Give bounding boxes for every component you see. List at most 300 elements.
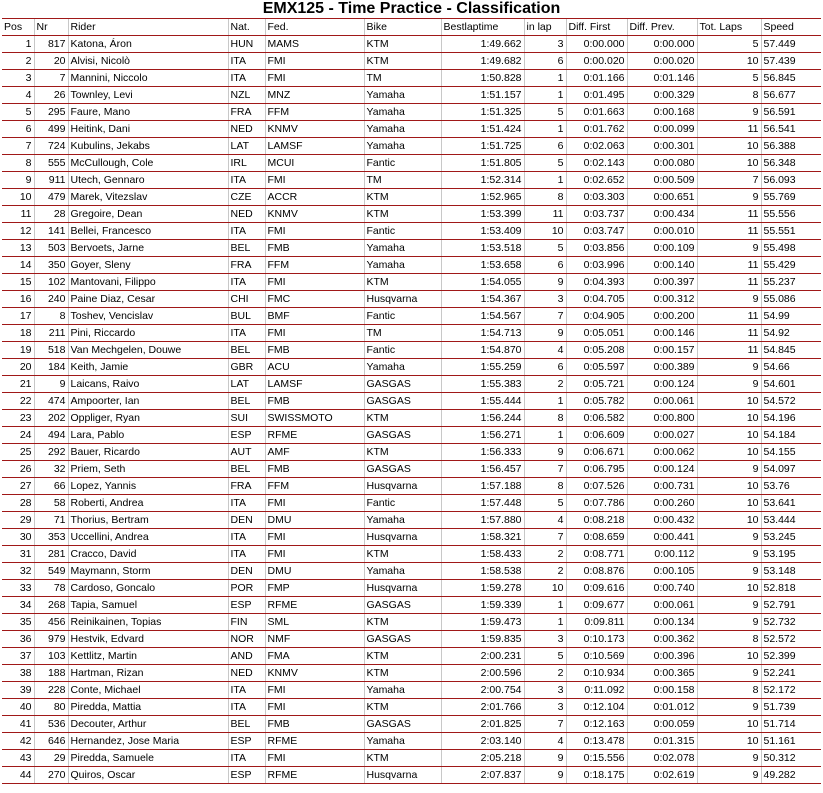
cell-nat: AND <box>228 648 265 665</box>
cell-bike: TM <box>364 325 441 342</box>
cell-fed: FMI <box>265 495 364 512</box>
cell-diff-first: 0:06.671 <box>566 444 627 461</box>
table-row <box>2 665 821 682</box>
cell-tot-laps: 11 <box>697 274 761 291</box>
cell-diff-prev: 0:00.312 <box>627 291 697 308</box>
cell-bestlaptime: 2:03.140 <box>441 733 524 750</box>
cell-nr: 494 <box>34 427 68 444</box>
cell-fed: RFME <box>265 597 364 614</box>
cell-diff-first: 0:08.218 <box>566 512 627 529</box>
cell-tot-laps: 10 <box>697 733 761 750</box>
cell-pos: 13 <box>2 240 34 257</box>
cell-bike: Fantic <box>364 342 441 359</box>
cell-diff-first: 0:07.526 <box>566 478 627 495</box>
cell-diff-first: 0:03.737 <box>566 206 627 223</box>
cell-nat: ESP <box>228 733 265 750</box>
cell-tot-laps: 5 <box>697 70 761 87</box>
cell-nr: 188 <box>34 665 68 682</box>
cell-pos: 9 <box>2 172 34 189</box>
cell-rider: Kubulins, Jekabs <box>68 138 228 155</box>
cell-in-lap: 2 <box>524 376 566 393</box>
cell-nat: BEL <box>228 393 265 410</box>
cell-fed: FMI <box>265 172 364 189</box>
cell-rider: Alvisi, Nicolò <box>68 53 228 70</box>
cell-pos: 31 <box>2 546 34 563</box>
cell-bestlaptime: 1:59.339 <box>441 597 524 614</box>
cell-pos: 35 <box>2 614 34 631</box>
cell-bike: Yamaha <box>364 240 441 257</box>
cell-nr: 20 <box>34 53 68 70</box>
cell-diff-prev: 0:00.059 <box>627 716 697 733</box>
cell-speed: 54.184 <box>761 427 821 444</box>
table-row <box>2 138 821 155</box>
cell-pos: 34 <box>2 597 34 614</box>
cell-rider: Bauer, Ricardo <box>68 444 228 461</box>
cell-diff-first: 0:10.173 <box>566 631 627 648</box>
cell-nat: LAT <box>228 376 265 393</box>
cell-diff-first: 0:06.795 <box>566 461 627 478</box>
cell-diff-prev: 0:00.365 <box>627 665 697 682</box>
cell-nat: POR <box>228 580 265 597</box>
table-row <box>2 274 821 291</box>
cell-in-lap: 1 <box>524 70 566 87</box>
cell-rider: Toshev, Vencislav <box>68 308 228 325</box>
cell-speed: 54.99 <box>761 308 821 325</box>
cell-bestlaptime: 1:55.444 <box>441 393 524 410</box>
table-row <box>2 461 821 478</box>
cell-in-lap: 5 <box>524 155 566 172</box>
cell-speed: 56.845 <box>761 70 821 87</box>
cell-in-lap: 4 <box>524 342 566 359</box>
cell-nr: 32 <box>34 461 68 478</box>
cell-fed: AMF <box>265 444 364 461</box>
cell-nr: 503 <box>34 240 68 257</box>
cell-in-lap: 3 <box>524 682 566 699</box>
table-row <box>2 427 821 444</box>
table-row <box>2 172 821 189</box>
cell-fed: FMB <box>265 240 364 257</box>
cell-rider: Ampoorter, Ian <box>68 393 228 410</box>
cell-pos: 17 <box>2 308 34 325</box>
cell-diff-first: 0:02.652 <box>566 172 627 189</box>
cell-nat: ITA <box>228 53 265 70</box>
cell-fed: KNMV <box>265 121 364 138</box>
cell-in-lap: 10 <box>524 223 566 240</box>
cell-rider: Gregoire, Dean <box>68 206 228 223</box>
table-row <box>2 699 821 716</box>
cell-in-lap: 1 <box>524 172 566 189</box>
cell-diff-first: 0:13.478 <box>566 733 627 750</box>
cell-diff-prev: 0:00.362 <box>627 631 697 648</box>
cell-tot-laps: 10 <box>697 155 761 172</box>
cell-nr: 58 <box>34 495 68 512</box>
cell-nat: ITA <box>228 325 265 342</box>
cell-speed: 55.556 <box>761 206 821 223</box>
cell-diff-prev: 0:00.112 <box>627 546 697 563</box>
cell-diff-prev: 0:00.200 <box>627 308 697 325</box>
cell-nat: DEN <box>228 563 265 580</box>
cell-bestlaptime: 1:51.725 <box>441 138 524 155</box>
cell-pos: 40 <box>2 699 34 716</box>
cell-bike: Yamaha <box>364 512 441 529</box>
cell-rider: Cracco, David <box>68 546 228 563</box>
cell-nat: CZE <box>228 189 265 206</box>
cell-diff-prev: 0:00.140 <box>627 257 697 274</box>
cell-in-lap: 2 <box>524 563 566 580</box>
cell-nat: ITA <box>228 750 265 767</box>
cell-nr: 78 <box>34 580 68 597</box>
table-row <box>2 308 821 325</box>
cell-rider: Decouter, Arthur <box>68 716 228 733</box>
cell-fed: FMI <box>265 750 364 767</box>
cell-nat: BUL <box>228 308 265 325</box>
cell-diff-prev: 0:01.012 <box>627 699 697 716</box>
cell-nr: 281 <box>34 546 68 563</box>
cell-diff-first: 0:03.747 <box>566 223 627 240</box>
cell-diff-first: 0:04.705 <box>566 291 627 308</box>
cell-nat: BEL <box>228 342 265 359</box>
cell-diff-first: 0:01.762 <box>566 121 627 138</box>
table-row <box>2 631 821 648</box>
cell-bestlaptime: 1:56.333 <box>441 444 524 461</box>
cell-in-lap: 5 <box>524 104 566 121</box>
cell-diff-prev: 0:00.740 <box>627 580 697 597</box>
cell-speed: 51.714 <box>761 716 821 733</box>
cell-in-lap: 3 <box>524 699 566 716</box>
cell-tot-laps: 7 <box>697 172 761 189</box>
cell-rider: Townley, Levi <box>68 87 228 104</box>
cell-diff-first: 0:04.393 <box>566 274 627 291</box>
cell-bike: TM <box>364 172 441 189</box>
cell-rider: Conte, Michael <box>68 682 228 699</box>
cell-diff-prev: 0:00.432 <box>627 512 697 529</box>
cell-rider: Uccellini, Andrea <box>68 529 228 546</box>
cell-pos: 21 <box>2 376 34 393</box>
cell-in-lap: 1 <box>524 87 566 104</box>
table-row <box>2 546 821 563</box>
cell-nr: 268 <box>34 597 68 614</box>
cell-pos: 43 <box>2 750 34 767</box>
table-row <box>2 444 821 461</box>
cell-pos: 5 <box>2 104 34 121</box>
cell-rider: Hernandez, Jose Maria <box>68 733 228 750</box>
cell-pos: 23 <box>2 410 34 427</box>
cell-tot-laps: 11 <box>697 325 761 342</box>
cell-rider: Quiros, Oscar <box>68 767 228 784</box>
cell-tot-laps: 10 <box>697 478 761 495</box>
cell-diff-prev: 0:00.651 <box>627 189 697 206</box>
cell-in-lap: 8 <box>524 410 566 427</box>
cell-rider: Keith, Jamie <box>68 359 228 376</box>
cell-bike: TM <box>364 70 441 87</box>
cell-bestlaptime: 2:05.218 <box>441 750 524 767</box>
cell-nr: 295 <box>34 104 68 121</box>
cell-bike: Yamaha <box>364 682 441 699</box>
cell-fed: LAMSF <box>265 138 364 155</box>
cell-diff-first: 0:12.104 <box>566 699 627 716</box>
cell-bike: Yamaha <box>364 87 441 104</box>
cell-bestlaptime: 1:53.399 <box>441 206 524 223</box>
cell-in-lap: 3 <box>524 631 566 648</box>
cell-nr: 7 <box>34 70 68 87</box>
cell-nr: 549 <box>34 563 68 580</box>
cell-pos: 11 <box>2 206 34 223</box>
cell-pos: 27 <box>2 478 34 495</box>
cell-fed: FFM <box>265 104 364 121</box>
cell-pos: 3 <box>2 70 34 87</box>
cell-tot-laps: 9 <box>697 359 761 376</box>
cell-nat: HUN <box>228 36 265 53</box>
cell-bestlaptime: 1:57.880 <box>441 512 524 529</box>
cell-speed: 50.312 <box>761 750 821 767</box>
cell-rider: Priem, Seth <box>68 461 228 478</box>
cell-bestlaptime: 1:52.314 <box>441 172 524 189</box>
cell-bestlaptime: 1:55.259 <box>441 359 524 376</box>
cell-diff-prev: 0:00.124 <box>627 461 697 478</box>
cell-fed: MNZ <box>265 87 364 104</box>
cell-nat: ITA <box>228 699 265 716</box>
cell-diff-first: 0:02.143 <box>566 155 627 172</box>
cell-fed: SWISSMOTO <box>265 410 364 427</box>
table-row <box>2 648 821 665</box>
cell-nat: ITA <box>228 70 265 87</box>
cell-diff-first: 0:08.876 <box>566 563 627 580</box>
cell-fed: LAMSF <box>265 376 364 393</box>
cell-fed: ACCR <box>265 189 364 206</box>
cell-tot-laps: 9 <box>697 104 761 121</box>
table-row <box>2 359 821 376</box>
cell-pos: 8 <box>2 155 34 172</box>
cell-in-lap: 1 <box>524 597 566 614</box>
cell-fed: FMI <box>265 325 364 342</box>
cell-diff-first: 0:05.782 <box>566 393 627 410</box>
cell-nat: ITA <box>228 682 265 699</box>
cell-tot-laps: 9 <box>697 699 761 716</box>
cell-bestlaptime: 1:56.457 <box>441 461 524 478</box>
cell-tot-laps: 9 <box>697 546 761 563</box>
cell-nr: 29 <box>34 750 68 767</box>
cell-bestlaptime: 2:00.754 <box>441 682 524 699</box>
table-row <box>2 767 821 784</box>
header-speed: Speed <box>761 19 821 36</box>
cell-in-lap: 5 <box>524 240 566 257</box>
table-row <box>2 257 821 274</box>
cell-nat: AUT <box>228 444 265 461</box>
cell-fed: FMB <box>265 461 364 478</box>
cell-bestlaptime: 1:49.662 <box>441 36 524 53</box>
cell-tot-laps: 9 <box>697 563 761 580</box>
cell-fed: RFME <box>265 427 364 444</box>
cell-diff-prev: 0:02.619 <box>627 767 697 784</box>
cell-speed: 52.172 <box>761 682 821 699</box>
cell-diff-prev: 0:00.168 <box>627 104 697 121</box>
cell-diff-prev: 0:00.109 <box>627 240 697 257</box>
cell-fed: FMB <box>265 716 364 733</box>
cell-tot-laps: 8 <box>697 631 761 648</box>
cell-in-lap: 3 <box>524 291 566 308</box>
cell-diff-first: 0:05.208 <box>566 342 627 359</box>
cell-speed: 52.241 <box>761 665 821 682</box>
cell-diff-prev: 0:00.105 <box>627 563 697 580</box>
cell-bestlaptime: 1:53.518 <box>441 240 524 257</box>
cell-in-lap: 7 <box>524 716 566 733</box>
header-nr: Nr <box>34 19 68 36</box>
table-row <box>2 580 821 597</box>
cell-diff-first: 0:12.163 <box>566 716 627 733</box>
cell-tot-laps: 11 <box>697 206 761 223</box>
cell-bike: KTM <box>364 614 441 631</box>
cell-rider: Hartman, Rizan <box>68 665 228 682</box>
cell-rider: Tapia, Samuel <box>68 597 228 614</box>
cell-pos: 2 <box>2 53 34 70</box>
cell-fed: ACU <box>265 359 364 376</box>
cell-bike: Husqvarna <box>364 580 441 597</box>
cell-speed: 52.791 <box>761 597 821 614</box>
cell-pos: 10 <box>2 189 34 206</box>
cell-nat: ITA <box>228 495 265 512</box>
cell-speed: 56.677 <box>761 87 821 104</box>
table-row <box>2 342 821 359</box>
cell-bestlaptime: 2:00.596 <box>441 665 524 682</box>
cell-rider: Piredda, Samuele <box>68 750 228 767</box>
cell-tot-laps: 10 <box>697 410 761 427</box>
cell-bestlaptime: 2:01.825 <box>441 716 524 733</box>
cell-diff-prev: 0:00.434 <box>627 206 697 223</box>
table-row <box>2 529 821 546</box>
cell-nat: FIN <box>228 614 265 631</box>
cell-bike: Fantic <box>364 308 441 325</box>
cell-pos: 20 <box>2 359 34 376</box>
cell-in-lap: 4 <box>524 733 566 750</box>
cell-in-lap: 1 <box>524 121 566 138</box>
cell-pos: 4 <box>2 87 34 104</box>
header-rider: Rider <box>68 19 228 36</box>
cell-nr: 555 <box>34 155 68 172</box>
cell-nat: CHI <box>228 291 265 308</box>
cell-fed: FFM <box>265 478 364 495</box>
cell-speed: 53.148 <box>761 563 821 580</box>
table-row <box>2 410 821 427</box>
cell-rider: Marek, Vitezslav <box>68 189 228 206</box>
cell-diff-first: 0:09.811 <box>566 614 627 631</box>
table-row <box>2 70 821 87</box>
table-row <box>2 393 821 410</box>
cell-diff-prev: 0:00.157 <box>627 342 697 359</box>
cell-bestlaptime: 1:57.188 <box>441 478 524 495</box>
cell-fed: FMI <box>265 223 364 240</box>
cell-in-lap: 6 <box>524 257 566 274</box>
cell-bike: Yamaha <box>364 563 441 580</box>
cell-bike: Yamaha <box>364 733 441 750</box>
cell-nr: 456 <box>34 614 68 631</box>
cell-tot-laps: 10 <box>697 512 761 529</box>
table-row <box>2 223 821 240</box>
cell-diff-prev: 0:00.509 <box>627 172 697 189</box>
cell-bestlaptime: 1:54.567 <box>441 308 524 325</box>
cell-bestlaptime: 2:07.837 <box>441 767 524 784</box>
cell-tot-laps: 11 <box>697 223 761 240</box>
cell-nat: ITA <box>228 529 265 546</box>
cell-in-lap: 10 <box>524 580 566 597</box>
cell-pos: 7 <box>2 138 34 155</box>
cell-bestlaptime: 1:59.278 <box>441 580 524 597</box>
cell-tot-laps: 9 <box>697 461 761 478</box>
cell-fed: FMI <box>265 53 364 70</box>
table-row <box>2 240 821 257</box>
cell-speed: 55.429 <box>761 257 821 274</box>
cell-fed: DMU <box>265 563 364 580</box>
cell-rider: Utech, Gennaro <box>68 172 228 189</box>
cell-tot-laps: 9 <box>697 240 761 257</box>
cell-bestlaptime: 2:01.766 <box>441 699 524 716</box>
cell-in-lap: 9 <box>524 767 566 784</box>
cell-rider: Thorius, Bertram <box>68 512 228 529</box>
cell-in-lap: 5 <box>524 495 566 512</box>
cell-fed: RFME <box>265 767 364 784</box>
cell-rider: Lara, Pablo <box>68 427 228 444</box>
cell-speed: 56.591 <box>761 104 821 121</box>
cell-in-lap: 8 <box>524 189 566 206</box>
cell-bike: Husqvarna <box>364 478 441 495</box>
cell-bike: GASGAS <box>364 631 441 648</box>
cell-nr: 66 <box>34 478 68 495</box>
table-row <box>2 478 821 495</box>
cell-pos: 6 <box>2 121 34 138</box>
cell-speed: 54.155 <box>761 444 821 461</box>
cell-bestlaptime: 1:51.424 <box>441 121 524 138</box>
cell-nat: DEN <box>228 512 265 529</box>
cell-diff-prev: 0:00.000 <box>627 36 697 53</box>
cell-pos: 28 <box>2 495 34 512</box>
cell-bike: KTM <box>364 665 441 682</box>
cell-diff-prev: 0:01.146 <box>627 70 697 87</box>
cell-bestlaptime: 1:58.538 <box>441 563 524 580</box>
cell-tot-laps: 10 <box>697 495 761 512</box>
cell-rider: Oppliger, Ryan <box>68 410 228 427</box>
cell-nat: LAT <box>228 138 265 155</box>
cell-nat: FRA <box>228 257 265 274</box>
cell-fed: FMB <box>265 393 364 410</box>
cell-diff-first: 0:09.616 <box>566 580 627 597</box>
cell-tot-laps: 9 <box>697 597 761 614</box>
table-row <box>2 325 821 342</box>
cell-nr: 292 <box>34 444 68 461</box>
cell-diff-first: 0:06.609 <box>566 427 627 444</box>
cell-tot-laps: 11 <box>697 257 761 274</box>
cell-bestlaptime: 1:53.409 <box>441 223 524 240</box>
cell-in-lap: 2 <box>524 665 566 682</box>
table-row <box>2 716 821 733</box>
cell-in-lap: 11 <box>524 206 566 223</box>
cell-nr: 71 <box>34 512 68 529</box>
page-title: EMX125 - Time Practice - Classification <box>262 0 561 17</box>
cell-tot-laps: 10 <box>697 444 761 461</box>
cell-nr: 979 <box>34 631 68 648</box>
cell-speed: 54.196 <box>761 410 821 427</box>
cell-pos: 42 <box>2 733 34 750</box>
cell-diff-first: 0:10.934 <box>566 665 627 682</box>
cell-nr: 184 <box>34 359 68 376</box>
cell-speed: 56.348 <box>761 155 821 172</box>
cell-pos: 24 <box>2 427 34 444</box>
cell-tot-laps: 10 <box>697 716 761 733</box>
table-row <box>2 189 821 206</box>
cell-diff-prev: 0:00.329 <box>627 87 697 104</box>
cell-diff-first: 0:08.659 <box>566 529 627 546</box>
cell-bestlaptime: 1:55.383 <box>441 376 524 393</box>
cell-bike: KTM <box>364 36 441 53</box>
cell-pos: 38 <box>2 665 34 682</box>
